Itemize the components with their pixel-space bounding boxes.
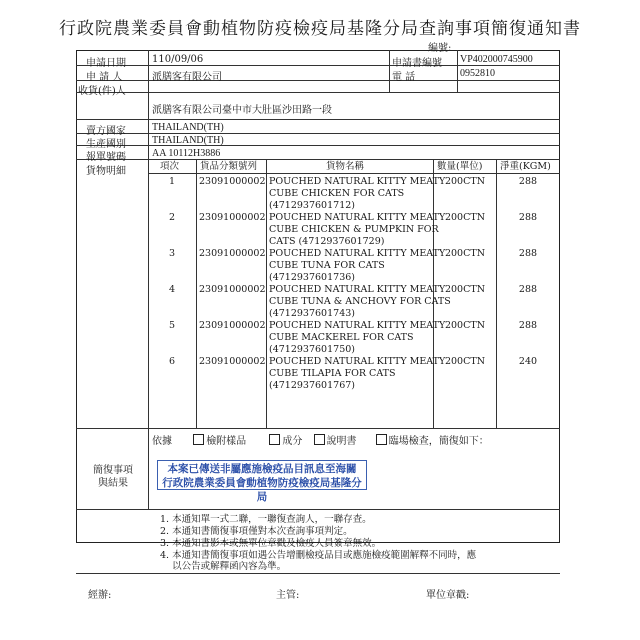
apply-date-label: 申請日期 bbox=[86, 58, 126, 69]
row-hs-code: 23091000002 bbox=[199, 284, 266, 295]
row-number: 3 bbox=[168, 248, 176, 259]
row-hs-code: 23091000002 bbox=[199, 356, 266, 367]
row-hs-code: 23091000002 bbox=[199, 176, 266, 187]
note-5: 以公告或解釋函內容為準。 bbox=[160, 561, 287, 572]
row-number: 5 bbox=[168, 320, 176, 331]
official-stamp bbox=[157, 460, 367, 503]
manual-option-label: 說明書 bbox=[326, 436, 357, 447]
row-goods-name-line: (4712937601767) bbox=[269, 380, 355, 391]
applicant-label: 申 請 人 bbox=[86, 72, 123, 83]
phone-label: 電 話 bbox=[392, 72, 416, 83]
row-quantity: 200CTN bbox=[444, 176, 486, 187]
origin-label: 生產國別 bbox=[86, 139, 126, 150]
note-4: 4. 本通知書簡復事項如遇公告增刪檢疫品目或應施檢疫範圍解釋不同時，應 bbox=[160, 550, 477, 561]
row-goods-name-line: POUCHED NATURAL KITTY MEATY bbox=[269, 356, 446, 367]
row-net-weight: 288 bbox=[518, 212, 538, 223]
applicant-value: 派膳客有限公司 bbox=[152, 72, 222, 83]
basis-row bbox=[152, 432, 489, 447]
note-3: 3. 本通知書影本或無單位章戳及檢疫人員簽章無效。 bbox=[160, 538, 382, 549]
row-goods-name-line: POUCHED NATURAL KITTY MEATY bbox=[269, 248, 446, 259]
row-goods-name-line: (4712937601743) bbox=[269, 308, 355, 319]
row-quantity: 200CTN bbox=[444, 284, 486, 295]
row-goods-name-line: CUBE TILAPIA FOR CATS bbox=[269, 368, 396, 379]
note-2: 2. 本通知書簡復事項僅對本次查詢事項判定。 bbox=[160, 526, 353, 537]
row-goods-name-line: POUCHED NATURAL KITTY MEATY bbox=[269, 320, 446, 331]
row-quantity: 200CTN bbox=[444, 248, 486, 259]
origin-value: THAILAND(TH) bbox=[152, 135, 224, 146]
consignee-value: 派膳客有限公司臺中市大肚區沙田路一段 bbox=[152, 105, 332, 116]
row-quantity: 200CTN bbox=[444, 212, 486, 223]
row-net-weight: 288 bbox=[518, 320, 538, 331]
sample-checkbox[interactable] bbox=[193, 434, 204, 445]
inspection-checkbox[interactable] bbox=[376, 434, 387, 445]
reply-section-label-1: 簡復事項 bbox=[93, 465, 133, 476]
row-number: 1 bbox=[168, 176, 176, 187]
manual-checkbox[interactable] bbox=[314, 434, 325, 445]
consignee-label: 收貨(件)人 bbox=[78, 86, 126, 97]
row-net-weight: 288 bbox=[518, 176, 538, 187]
row-goods-name-line: (4712937601750) bbox=[269, 344, 355, 355]
inspection-option-label: 臨場檢查，簡復如下： bbox=[388, 436, 489, 447]
apply-no-label: 申請書編號 bbox=[392, 58, 442, 69]
stamp-line-1: 本案已傳送非屬應施檢疫品目訊息至海關 bbox=[167, 463, 357, 475]
row-goods-name-line: (4712937601712) bbox=[269, 200, 355, 211]
row-net-weight: 288 bbox=[518, 248, 538, 259]
note-1: 1. 本通知單一式二聯，一聯復查詢人，一聯存查。 bbox=[160, 514, 372, 525]
row-goods-name-line: CUBE TUNA & ANCHOVY FOR CATS bbox=[269, 296, 451, 307]
reply-section-label-2: 與結果 bbox=[98, 478, 128, 489]
row-goods-name-line: CATS (4712937601729) bbox=[269, 236, 385, 247]
col-header-code: 貨品分類號列 bbox=[200, 161, 258, 172]
row-quantity: 200CTN bbox=[444, 356, 486, 367]
ingredient-option-label: 成分 bbox=[282, 436, 303, 447]
phone-value: 0952810 bbox=[460, 68, 495, 79]
col-header-weight: 淨重(KGM) bbox=[500, 161, 551, 172]
row-net-weight: 240 bbox=[518, 356, 538, 367]
serial-number-label: 編號: bbox=[428, 43, 452, 54]
col-header-no: 項次 bbox=[160, 161, 180, 172]
document-title: 行政院農業委員會動植物防疫檢疫局基隆分局查詢事項簡復通知書 bbox=[59, 19, 581, 39]
basis-label: 依據 bbox=[152, 436, 172, 447]
stamp-line-2: 行政院農業委員會動植物防疫檢疫局基隆分局 bbox=[162, 477, 362, 503]
supervisor-label: 主管: bbox=[276, 590, 300, 601]
row-number: 4 bbox=[168, 284, 176, 295]
row-hs-code: 23091000002 bbox=[199, 320, 266, 331]
row-goods-name-line: POUCHED NATURAL KITTY MEATY bbox=[269, 176, 446, 187]
row-goods-name-line: (4712937601736) bbox=[269, 272, 355, 283]
row-goods-name-line: CUBE TUNA FOR CATS bbox=[269, 260, 385, 271]
seller-country-label: 賣方國家 bbox=[86, 126, 126, 137]
row-quantity: 200CTN bbox=[444, 320, 486, 331]
apply-no-value: VP402000745900 bbox=[460, 54, 533, 65]
row-goods-name-line: POUCHED NATURAL KITTY MEATY bbox=[269, 284, 446, 295]
row-hs-code: 23091000002 bbox=[199, 248, 266, 259]
seller-country-value: THAILAND(TH) bbox=[152, 122, 224, 133]
sample-option-label: 檢附樣品 bbox=[206, 436, 247, 447]
declaration-label: 報單號碼 bbox=[86, 152, 126, 163]
ingredient-checkbox[interactable] bbox=[269, 434, 280, 445]
row-number: 2 bbox=[168, 212, 176, 223]
row-hs-code: 23091000002 bbox=[199, 212, 266, 223]
apply-date-value: 110/09/06 bbox=[152, 54, 204, 65]
handler-label: 經辦: bbox=[88, 590, 112, 601]
col-header-name: 貨物名稱 bbox=[326, 161, 365, 172]
row-goods-name-line: CUBE CHICKEN & PUMPKIN FOR bbox=[269, 224, 439, 235]
col-header-qty: 數量(單位) bbox=[437, 161, 483, 172]
row-goods-name-line: CUBE MACKEREL FOR CATS bbox=[269, 332, 414, 343]
row-net-weight: 288 bbox=[518, 284, 538, 295]
declaration-value: AA 10112H3886 bbox=[152, 148, 221, 159]
details-label: 貨物明細 bbox=[86, 166, 126, 177]
row-number: 6 bbox=[168, 356, 176, 367]
row-goods-name-line: POUCHED NATURAL KITTY MEATY bbox=[269, 212, 446, 223]
row-goods-name-line: CUBE CHICKEN FOR CATS bbox=[269, 188, 405, 199]
unit-seal-label: 單位章戳: bbox=[426, 590, 470, 601]
